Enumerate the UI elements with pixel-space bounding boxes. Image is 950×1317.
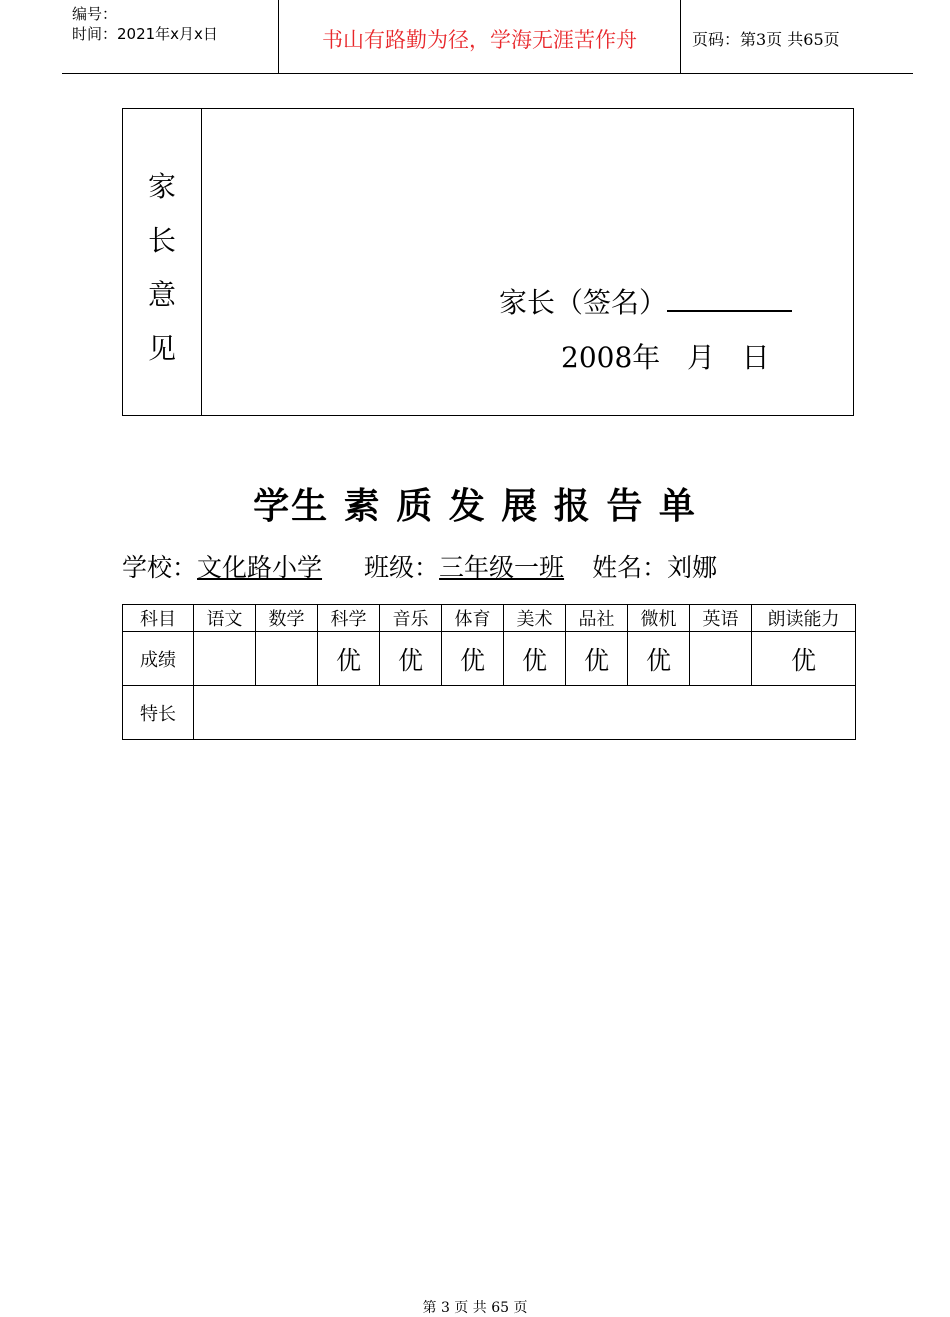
subject-cell: 朗读能力 <box>752 605 856 632</box>
page-footer: 第 3 页 共 65 页 <box>422 1300 528 1316</box>
subject-cell: 科学 <box>318 605 380 632</box>
grades-table <box>122 604 856 740</box>
header-meta <box>72 4 218 44</box>
table-row <box>123 686 856 740</box>
table-row <box>123 632 856 686</box>
label-char: 意 <box>147 278 176 311</box>
subject-header: 科目 <box>123 605 194 632</box>
table-row <box>123 605 856 632</box>
school-value: 文化路小学 <box>197 553 323 582</box>
subject-cell: 音乐 <box>380 605 442 632</box>
label-char: 家 <box>147 170 176 203</box>
special-value <box>194 686 856 740</box>
subject-cell: 体育 <box>442 605 504 632</box>
name-label: 姓名： <box>592 553 668 582</box>
score-cell <box>194 632 256 686</box>
name-value: 刘娜 <box>667 553 718 582</box>
parent-signature-line <box>499 281 792 321</box>
score-cell: 优 <box>504 632 566 686</box>
label-char: 长 <box>147 224 176 257</box>
subject-cell: 语文 <box>194 605 256 632</box>
class-label: 班级： <box>364 553 440 582</box>
subject-cell: 英语 <box>690 605 752 632</box>
parent-opinion-label <box>123 109 202 415</box>
score-cell <box>690 632 752 686</box>
score-cell: 优 <box>318 632 380 686</box>
page-header <box>62 0 913 74</box>
header-time: 时间：2021年x月x日 <box>72 25 218 43</box>
score-cell: 优 <box>566 632 628 686</box>
score-label: 成绩 <box>123 632 194 686</box>
school-label: 学校： <box>122 553 198 582</box>
header-motto: 书山有路勤为径，学海无涯苦作舟 <box>322 28 637 52</box>
subject-cell: 微机 <box>628 605 690 632</box>
label-char: 见 <box>147 332 176 365</box>
signature-date: 2008年 月 日 <box>561 341 770 374</box>
subject-cell: 数学 <box>256 605 318 632</box>
class-value: 三年级一班 <box>439 553 565 582</box>
subject-cell: 品社 <box>566 605 628 632</box>
header-page-number: 页码：第3页 共65页 <box>692 30 840 49</box>
special-label: 特长 <box>123 686 194 740</box>
student-info <box>122 548 717 584</box>
score-cell: 优 <box>628 632 690 686</box>
subject-cell: 美术 <box>504 605 566 632</box>
score-cell <box>256 632 318 686</box>
signature-blank[interactable] <box>667 284 792 312</box>
parent-opinion-box <box>122 108 854 416</box>
score-cell: 优 <box>752 632 856 686</box>
score-cell: 优 <box>442 632 504 686</box>
signature-label: 家长（签名） <box>499 286 668 319</box>
header-divider <box>680 0 681 73</box>
score-cell: 优 <box>380 632 442 686</box>
header-code: 编号： <box>72 5 118 23</box>
report-title: 学生 素 质 发 展 报 告 单 <box>253 485 697 527</box>
